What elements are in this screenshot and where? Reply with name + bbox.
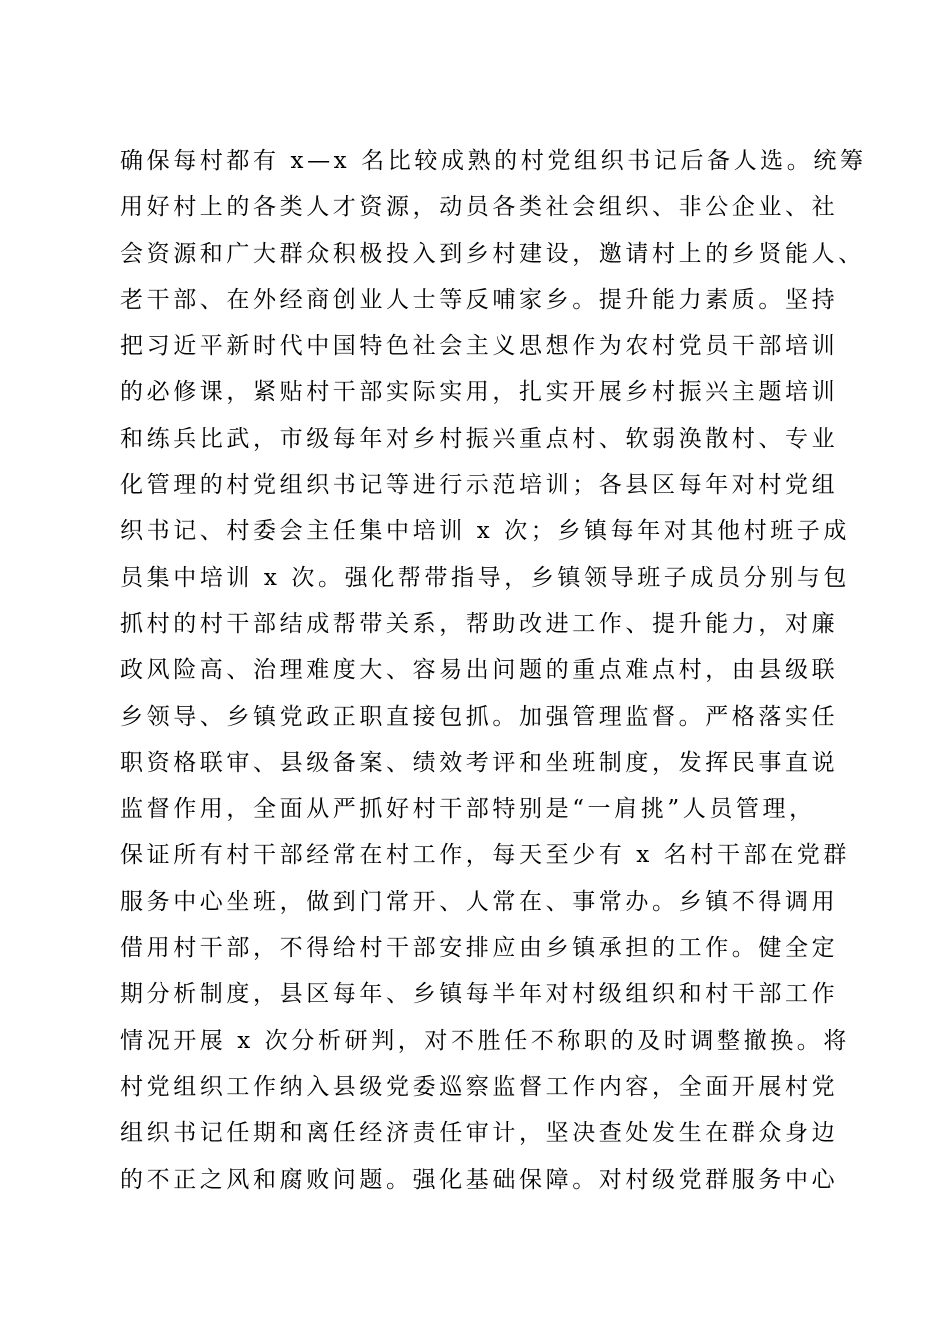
text-line: 把习近平新时代中国特色社会主义思想作为农村党员干部培训 <box>120 333 839 360</box>
text-line: 员集中培训 x 次。强化帮带指导，乡镇领导班子成员分别与包 <box>120 564 850 591</box>
text-line: 的不正之风和腐败问题。强化基础保障。对村级党群服务中心 <box>120 1166 839 1193</box>
text-line: 用好村上的各类人才资源，动员各类社会组织、非公企业、社 <box>120 194 839 221</box>
text-line: 服务中心坐班，做到门常开、人常在、事常办。乡镇不得调用 <box>120 888 839 915</box>
text-line: 和练兵比武，市级每年对乡村振兴重点村、软弱涣散村、专业 <box>120 425 839 452</box>
text-line: 化管理的村党组织书记等进行示范培训；各县区每年对村党组 <box>120 472 839 499</box>
text-line: 保证所有村干部经常在村工作，每天至少有 x 名村干部在党群 <box>120 842 850 869</box>
text-line: 政风险高、治理难度大、容易出问题的重点难点村，由县级联 <box>120 657 839 684</box>
text-line: 情况开展 x 次分析研判，对不胜任不称职的及时调整撤换。将 <box>120 1027 850 1054</box>
text-line: 期分析制度，县区每年、乡镇每半年对村级组织和村干部工作 <box>120 981 839 1008</box>
text-line: 乡领导、乡镇党政正职直接包抓。加强管理监督。严格落实任 <box>120 703 839 730</box>
text-line: 的必修课，紧贴村干部实际实用，扎实开展乡村振兴主题培训 <box>120 379 839 406</box>
text-line: 抓村的村干部结成帮带关系，帮助改进工作、提升能力，对廉 <box>120 610 839 637</box>
text-line: 借用村干部，不得给村干部安排应由乡镇承担的工作。健全定 <box>120 935 839 962</box>
text-line: 会资源和广大群众积极投入到乡村建设，邀请村上的乡贤能人、 <box>120 240 865 267</box>
text-line: 确保每村都有 x—x 名比较成熟的村党组织书记后备人选。统筹 <box>120 148 867 174</box>
text-line: 组织书记任期和离任经济责任审计，坚决查处发生在群众身边 <box>120 1120 839 1147</box>
text-line: 村党组织工作纳入县级党委巡察监督工作内容，全面开展村党 <box>120 1073 839 1100</box>
body-text <box>120 138 867 1203</box>
text-line: 织书记、村委会主任集中培训 x 次；乡镇每年对其他村班子成 <box>120 518 850 545</box>
text-line: 职资格联审、县级备案、绩效考评和坐班制度，发挥民事直说 <box>120 749 839 776</box>
text-line: 监督作用，全面从严抓好村干部特别是“一肩挑”人员管理， <box>120 796 816 823</box>
text-line: 老干部、在外经商创业人士等反哺家乡。提升能力素质。坚持 <box>120 286 839 313</box>
